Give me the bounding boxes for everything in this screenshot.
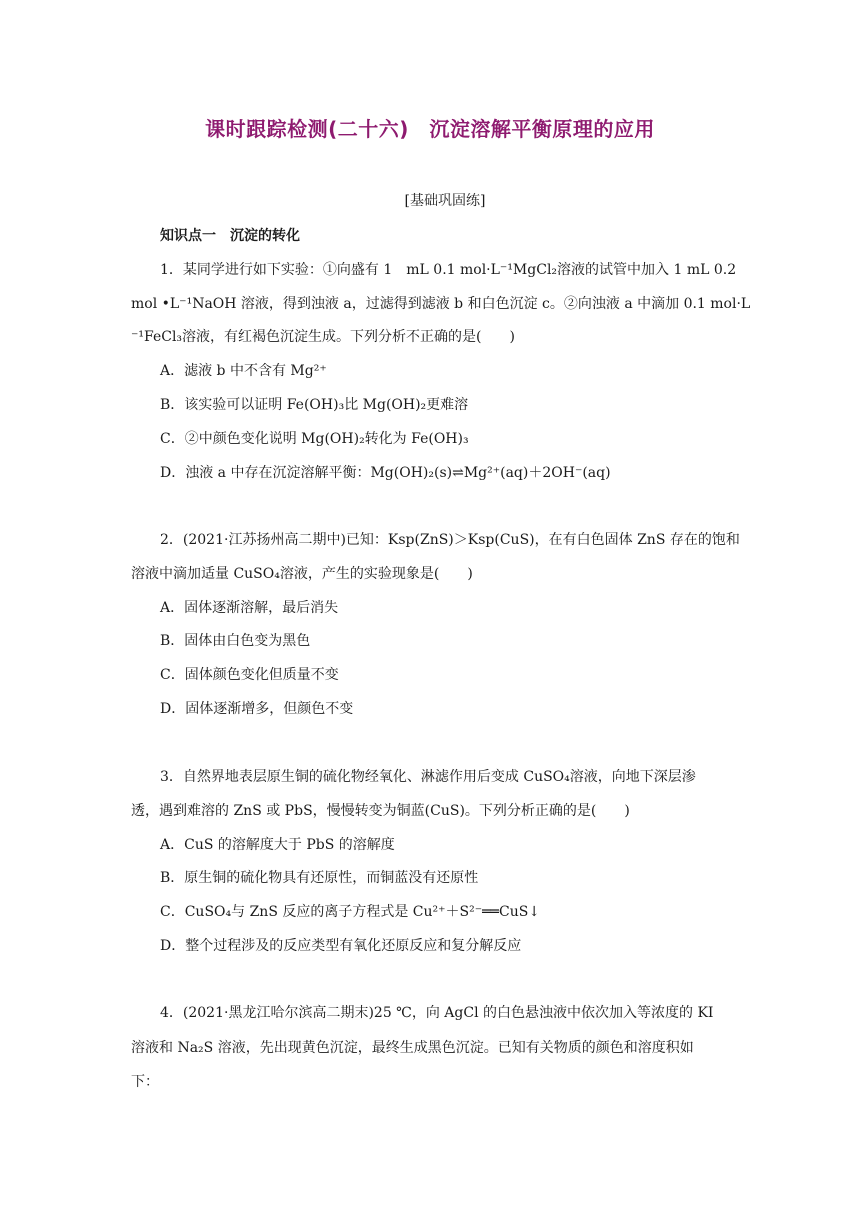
question-4-line-3: 下：: [131, 1074, 159, 1090]
question-3-option-b: B．原生铜的硫化物具有还原性，而铜蓝没有还原性: [160, 870, 479, 886]
question-1-line-2: mol •L⁻¹NaOH 溶液，得到浊液 a，过滤得到滤液 b 和白色沉淀 c。②向浊液 a 中滴加 0.1 mol·L: [131, 296, 751, 312]
question-2-option-b: B．固体由白色变为黑色: [160, 633, 311, 649]
question-3-option-d: D．整个过程涉及的反应类型有氧化还原反应和复分解反应: [160, 938, 522, 954]
question-4-line-1: 4．(2021·黑龙江哈尔滨高二期末)25 ℃，向 AgCl 的白色悬浊液中依次加入等浓度的 KI: [160, 1005, 714, 1021]
page-title: 课时跟踪检测(二十六) 沉淀溶解平衡原理的应用: [205, 117, 655, 141]
question-2-option-a: A．固体逐渐溶解，最后消失: [160, 600, 339, 616]
question-2-option-c: C．固体颜色变化但质量不变: [160, 667, 339, 683]
question-1-option-b: B．该实验可以证明 Fe(OH)₃比 Mg(OH)₂更难溶: [160, 397, 469, 413]
question-1-line-1: 1．某同学进行如下实验：①向盛有 1 mL 0.1 mol·L⁻¹MgCl₂溶液的试管中加入 1 mL 0.2: [160, 262, 737, 278]
question-1-option-d: D．浊液 a 中存在沉淀溶解平衡：Mg(OH)₂(s)⇌Mg²⁺(aq)＋2OH⁻(aq): [160, 465, 611, 481]
question-1-option-c: C．②中颜色变化说明 Mg(OH)₂转化为 Fe(OH)₃: [160, 431, 469, 447]
question-1-line-3: ⁻¹FeCl₃溶液，有红褐色沉淀生成。下列分析不正确的是( ): [131, 329, 515, 345]
question-3-option-c: C．CuSO₄与 ZnS 反应的离子方程式是 Cu²⁺＋S²⁻══CuS↓: [160, 904, 541, 920]
question-4-line-2: 溶液和 Na₂S 溶液，先出现黄色沉淀，最终生成黑色沉淀。已知有关物质的颜色和溶度积如: [131, 1040, 694, 1056]
question-2-option-d: D．固体逐渐增多，但颜色不变: [160, 701, 354, 717]
question-1-option-a: A．滤液 b 中不含有 Mg²⁺: [160, 363, 327, 379]
question-3-line-2: 透，遇到难溶的 ZnS 或 PbS，慢慢转变为铜蓝(CuS)。下列分析正确的是( ): [131, 803, 630, 819]
question-3-line-1: 3．自然界地表层原生铜的硫化物经氧化、淋滤作用后变成 CuSO₄溶液，向地下深层渗: [160, 769, 696, 785]
knowledge-point-heading: 知识点一 沉淀的转化: [160, 228, 300, 244]
question-2-line-1: 2．(2021·江苏扬州高二期中)已知：Ksp(ZnS)＞Ksp(CuS)，在有白色固体 ZnS 存在的饱和: [160, 532, 740, 548]
section-heading: [基础巩固练]: [404, 193, 486, 209]
question-2-line-2: 溶液中滴加适量 CuSO₄溶液，产生的实验现象是( ): [131, 566, 473, 582]
question-3-option-a: A．CuS 的溶解度大于 PbS 的溶解度: [160, 837, 395, 853]
